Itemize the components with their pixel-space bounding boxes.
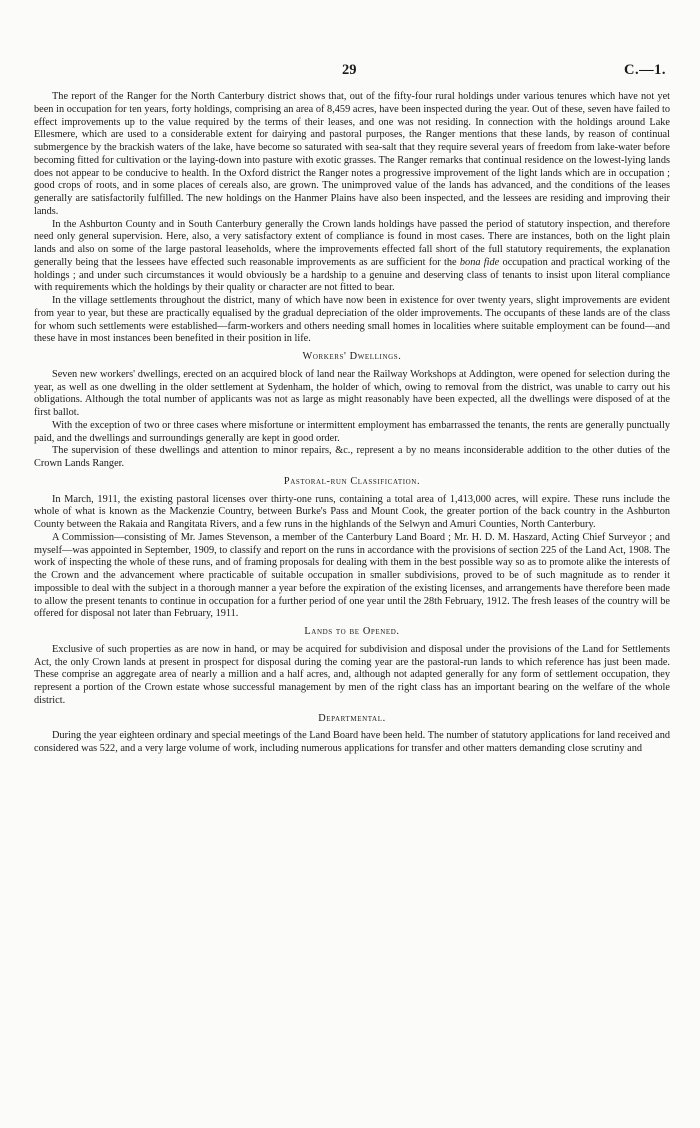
paragraph: A Commission—consisting of Mr. James Stevenson, a member of the Canterbury Land Board ; Mr. H. D. M. Haszard, Acting Chief Surveyor ; and myself—was appointed in September, 1909, to classify and report on the runs in accordance with the provisions of section 225 of the Land Act, 1908. The work of inspecting the whole of these runs, and of framing proposals for dealing with them in the best possible way so as to promote alike the interests of the Crown and the advancement where practicable of suitable occupation in smaller subdivisions, proved to be of such magnitude as to render it impossible to deal with the subject in a thorough manner a year before the expiration of the existing licenses, and arrangements have therefore been made to allow the present tenants to continue in occupation for a further period of one year until the 28th February, 1912. The fresh leases of the country will be offered for disposal not later than February, 1911. xyxy=(34,531,670,620)
paragraph: The report of the Ranger for the North Canterbury district shows that, out of the fifty-four rural holdings under various tenures which have not yet been in occupation for ten years, forty holdings, comprising an area of 8,459 acres, have been inspected during the year. Out of these, seven have failed to effect improvements up to the value required by the terms of their leases, and one was not residing. In connection with the holdings around Lake Ellesmere, which are used to a considerable extent for dairying and pastoral purposes, the Ranger mentions that these lands, by reason of continual submergence by the brackish waters of the lake, have become so saturated with sea-salt that they require several years of freedom from lake-water before becoming fitted for cultivation or the laying-down into pasture with exotic grasses. The Ranger remarks that continual residence on the lowest-lying lands does not appear to be conducive to health. In the Oxford district the Ranger notes a progressive improvement of the light lands which are in occupation ; good crops of roots, and in some places of cereals also, are grown. The unimproved value of the lands has advanced, and the conditions of the leases generally are satisfactorily fulfilled. The new holdings on the Hanmer Plains have also been inspected, and the lessees are residing and improving their lands. xyxy=(34,91,670,217)
italic-phrase: bona fide xyxy=(459,256,500,268)
paragraph: During the year eighteen ordinary and special meetings of the Land Board have been held. The number of statutory applications for land received and considered was 522, and a very large volume of work, including numerous applications for transfer and other matters demanding close scrutiny and xyxy=(34,730,670,754)
page-number: 29 xyxy=(342,62,357,78)
section-heading-pastoral-run-classification: Pastoral-run Classification. xyxy=(283,475,421,487)
section-heading-lands-to-be-opened: Lands to be Opened. xyxy=(304,626,400,637)
paragraph: Exclusive of such properties as are now in hand, or may be acquired for subdivision and disposal under the provisions of the Land for Settlements Act, the only Crown lands at present in prospect for disposal during the coming year are the pastoral-run lands to which reference has just been made. These comprise an aggregate area of nearly a million and a half acres, and, although not adapted generally for any form of settlement occupation, they represent a portion of the Crown estate whose successful management by men of the right class has an important bearing on the welfare of the whole district. xyxy=(34,643,670,706)
body-text xyxy=(34,91,670,756)
page-header xyxy=(0,62,700,82)
section-heading-workers-dwellings: Workers' Dwellings. xyxy=(302,351,402,362)
paragraph: In the village settlements throughout the district, many of which have now been in existence for over twenty years, slight improvements are evident from year to year, but these are practically equalised by the gradual depreciation of the older improvements. The occupants of these lands are of the class for whom such settlements were established—farm-workers and others needing small homes in localities where suitable employment can be found—and these have in most instances been benefited in their position in life. xyxy=(34,295,670,345)
document-reference: C.—1. xyxy=(624,62,666,78)
paragraph: With the exception of two or three cases where misfortune or intermittent employment has embarrassed the tenants, the rents are generally punctually paid, and the dwellings and surroundings generally are kept in good order. xyxy=(34,419,670,444)
paragraph: Seven new workers' dwellings, erected on an acquired block of land near the Railway Workshops at Addington, were opened for selection during the year, as well as one dwelling in the older settlement at Sydenham, the holder of which, owing to removal from the district, was unable to carry out his obligations. Although the total number of applicants was not as large as might reasonably have been expected, all the dwellings were disposed of at the first ballot. xyxy=(34,368,670,418)
paragraph-bona-fide: In the Ashburton County and in South Canterbury generally the Crown lands holdings have passed the period of statutory inspection, and therefore need only general supervision. Here, also, a very satisfactory extent of compliance is found in most cases. There are instances, both on the light plain lands and also on some of the large pastoral leaseholds, where the improvements effected fall short of the full statutory requirements, the explanation generally being that the lessees have effected such reasonable improvements as are sufficient for the bona fide occupation and practical working of the holdings ; and under such circumstances it would obviously be a hardship to a genuine and deserving class of tenants to insist upon literal compliance with requirements which the holdings by their quality or character are not fitted to bear. xyxy=(34,218,670,294)
section-heading-departmental: Departmental. xyxy=(318,712,386,724)
paragraph: In March, 1911, the existing pastoral licenses over thirty-one runs, containing a total area of 1,413,000 acres, will expire. These runs include the whole of what is known as the Mackenzie Country, between Burke's Pass and Mount Cook, the greater portion of the back country in the Ashburton County between the Rakaia and Rangitata Rivers, and a few runs in the highlands of the Selwyn and Amuri Counties, North Canterbury. xyxy=(34,493,670,530)
paragraph: The supervision of these dwellings and attention to minor repairs, &c., represent a by no means inconsiderable addition to the other duties of the Crown Lands Ranger. xyxy=(34,445,670,469)
